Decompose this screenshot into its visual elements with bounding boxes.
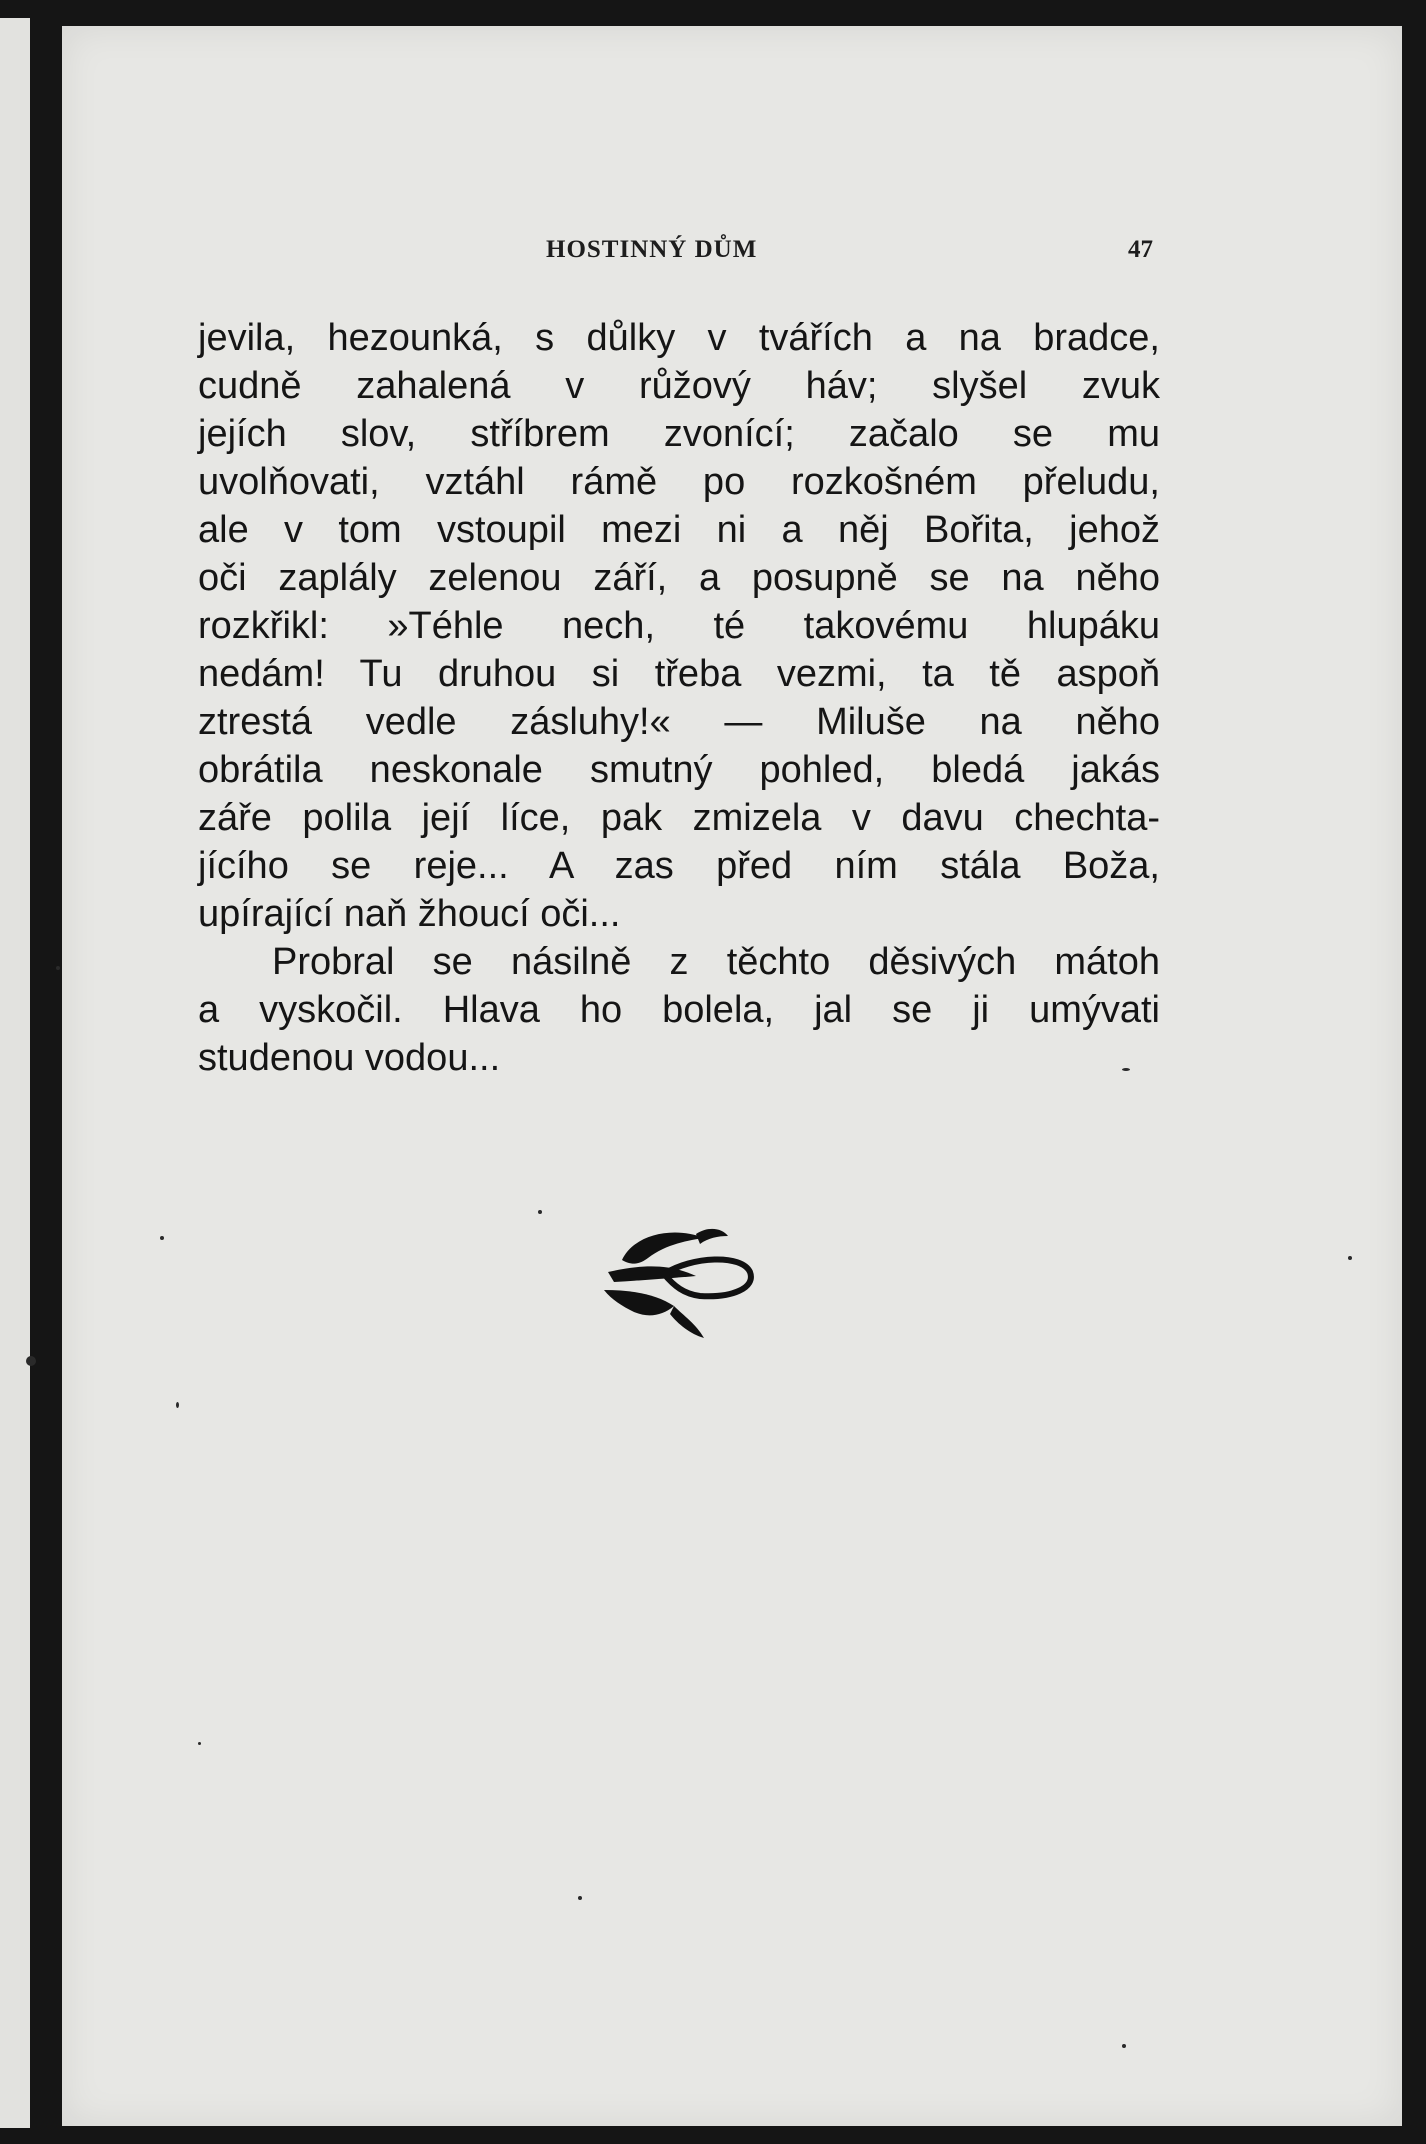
text-line: a vyskočil. Hlava ho bolela, jal se ji umývati [198, 989, 1160, 1031]
text-line: upírající naň žhoucí oči... [198, 893, 621, 935]
scan-speck [160, 1236, 164, 1240]
text-line: obrátila neskonale smutný pohled, bledá jakás [198, 749, 1160, 791]
leaf-ornament-icon [604, 1220, 764, 1344]
facing-page-edge [0, 18, 30, 2128]
text-line: jícího se reje... A zas před ním stála Boža, [198, 845, 1160, 887]
scan-speck [26, 1356, 36, 1366]
scan-speck [198, 1742, 201, 1745]
scan-speck [538, 1210, 542, 1214]
text-line: jejích slov, stříbrem zvonící; začalo se mu [198, 413, 1160, 455]
running-head-title: HOSTINNÝ DŮM [546, 236, 758, 263]
body-text [198, 314, 1160, 1082]
scan-speck [1348, 1256, 1352, 1260]
text-line: uvolňovati, vztáhl rámě po rozkošném přeludu, [198, 461, 1160, 503]
text-line: nedám! Tu druhou si třeba vezmi, ta tě aspoň [198, 653, 1160, 695]
scan-speck [1122, 2044, 1126, 2048]
text-line: Probral se násilně z těchto děsivých mátoh [272, 941, 1160, 983]
text-line: rozkřikl: »Téhle nech, té takovému hlupáku [198, 605, 1160, 647]
text-line: oči zaplály zelenou září, a posupně se na něho [198, 557, 1160, 599]
scan-speck [56, 966, 60, 970]
scan-speck [1122, 1068, 1130, 1071]
scan-speck [578, 1896, 582, 1900]
text-line: záře polila její líce, pak zmizela v davu chechta- [198, 797, 1160, 839]
text-line: jevila, hezounká, s důlky v tvářích a na bradce, [198, 317, 1160, 359]
text-line: cudně zahalená v růžový háv; slyšel zvuk [198, 365, 1160, 407]
page-number: 47 [1128, 236, 1153, 263]
scan-speck [176, 1402, 179, 1408]
text-line: ztrestá vedle zásluhy!« — Miluše na něho [198, 701, 1160, 743]
text-line: ale v tom vstoupil mezi ni a něj Bořita, jehož [198, 509, 1160, 551]
text-line: studenou vodou... [198, 1037, 501, 1079]
